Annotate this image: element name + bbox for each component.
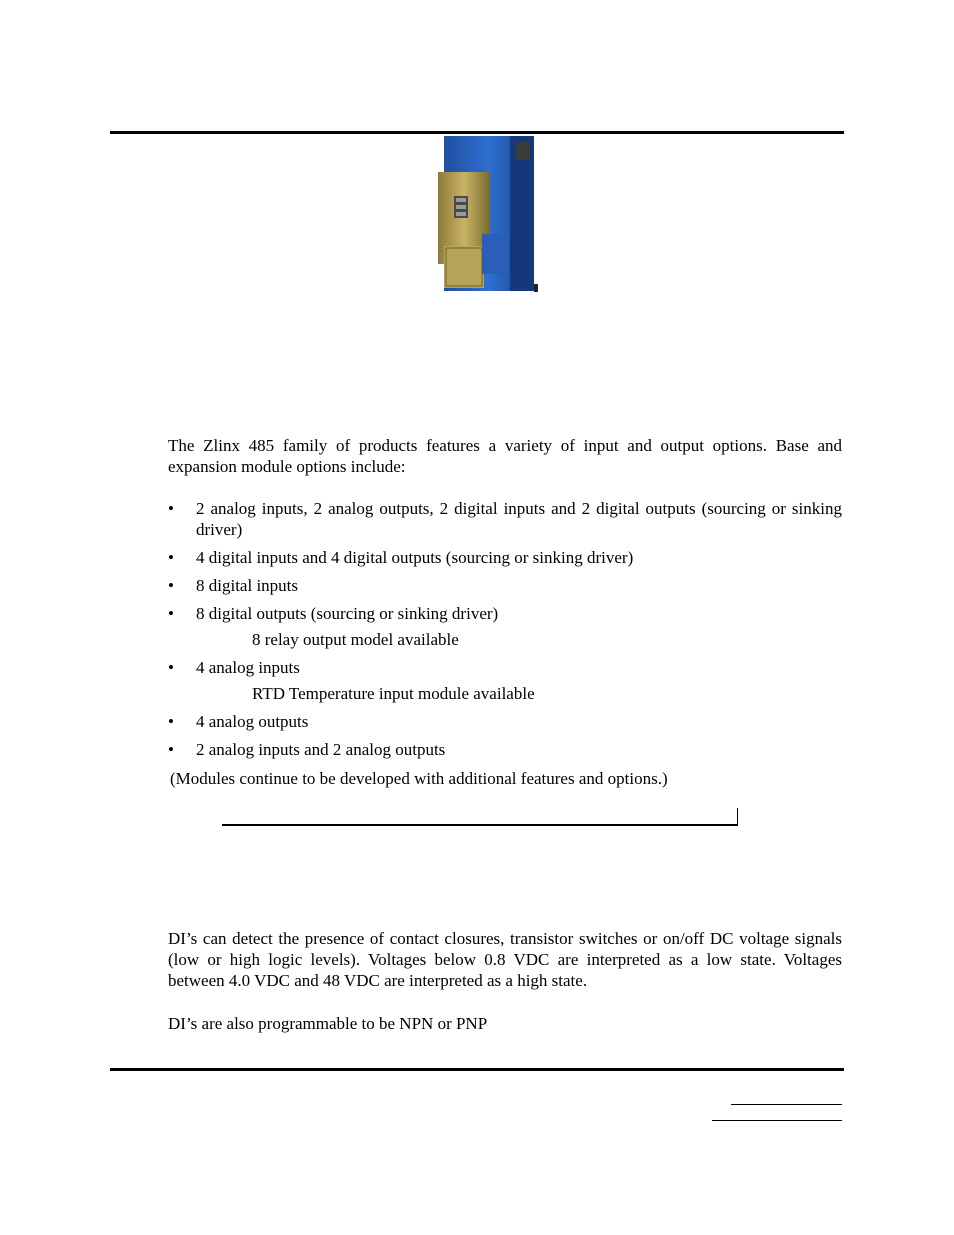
list-item: • 2 analog inputs, 2 analog outputs, 2 digital inputs and 2 digital outputs (sourcing or sinking driver) <box>168 498 842 540</box>
module-latch-photo <box>432 134 538 294</box>
list-item: • 4 analog inputs <box>168 657 842 678</box>
footer-rule <box>110 1068 844 1071</box>
digital-inputs-paragraph: DI’s can detect the presence of contact closures, transistor switches or on/off DC voltage signals (low or high logic levels). Voltages below 0.8 VDC are interpreted as a low state. Voltages between 4.0 VDC and 48 VDC are interpreted as a high state. <box>168 929 842 990</box>
list-item: • 8 digital inputs <box>168 575 842 596</box>
list-subitem: RTD Temperature input module available <box>252 684 535 703</box>
section-rule-tick <box>737 808 738 826</box>
list-item: • 2 analog inputs and 2 analog outputs <box>168 739 842 760</box>
list-item: • 4 digital inputs and 4 digital outputs (sourcing or sinking driver) <box>168 547 842 568</box>
footer-link-underline[interactable] <box>731 1104 842 1105</box>
list-item: • 8 digital outputs (sourcing or sinking driver) <box>168 603 842 624</box>
module-options-list <box>168 498 842 760</box>
section-rule <box>222 824 738 826</box>
list-subitem: 8 relay output model available <box>252 630 459 649</box>
list-item: • 4 analog outputs <box>168 711 842 732</box>
intro-paragraph: The Zlinx 485 family of products features a variety of input and output options. Base and expansion module options include: <box>168 436 842 476</box>
modules-note: (Modules continue to be developed with additional features and options.) <box>170 769 668 788</box>
digital-inputs-note: DI’s are also programmable to be NPN or PNP <box>168 1014 488 1033</box>
footer-link-underline[interactable] <box>712 1120 842 1121</box>
